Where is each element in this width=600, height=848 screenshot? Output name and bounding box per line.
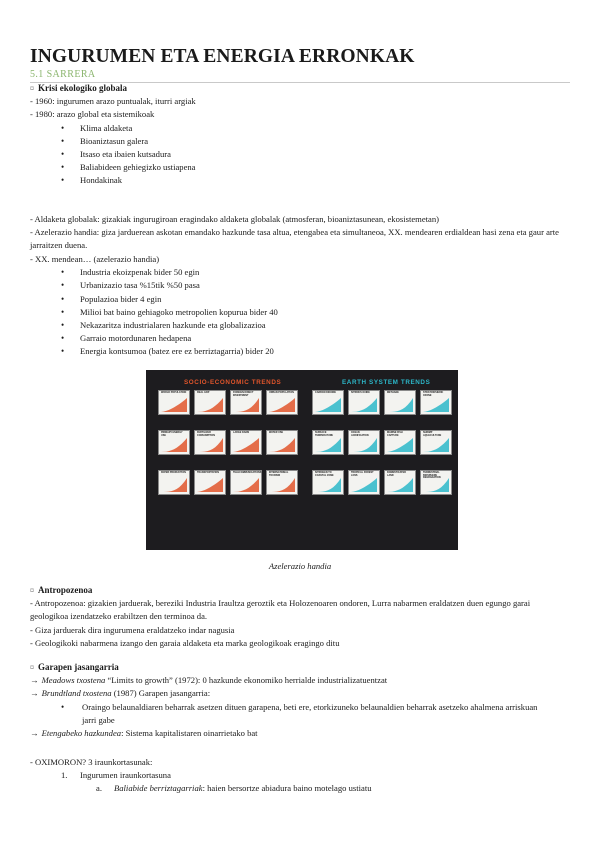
tile-label: FERTILIZER CONSUMPTION (197, 431, 215, 437)
section-marker-icon: ¤ (30, 586, 34, 595)
trend-curve-icon (231, 431, 261, 454)
antropozenoa-heading: ¤ Antropozenoa (30, 585, 93, 595)
trend-curve-icon (231, 471, 261, 494)
tile-label: NITROUS OXIDE (351, 391, 370, 394)
trend-curve-icon (421, 431, 451, 454)
trend-curve-icon (267, 391, 297, 414)
trend-curve-icon (195, 391, 225, 414)
meadows-line: → Meadows txostena “Limits to growth” (1972): 0 hazkunde ekonomiko herrialde industrializatuentzat (30, 675, 388, 686)
list-item: • Baliabideen gehiegizko ustiapena (30, 161, 570, 174)
tile-label: NITROGEN TO COASTAL ZONE (315, 471, 334, 477)
list-item: • Garraio motordunaren hedapena (30, 332, 570, 345)
item-letter: a. (96, 783, 102, 794)
tile-label: PRIMARY ENERGY USE (161, 431, 183, 437)
tile-label: FOREIGN DIRECT INVESTMENT (233, 391, 254, 397)
socio-economic-tile (266, 390, 298, 415)
tile-label: URBAN POPULATION (269, 391, 294, 394)
tile-label: SHRIMP AQUACULTURE (423, 431, 442, 437)
tile-label: PAPER PRODUCTION (161, 471, 186, 474)
trend-curve-icon (231, 391, 261, 414)
antropozenoa-line-3: - Geologikoki nabarmena izango den garaia aldaketa eta marka geologikoak eragingo ditu (30, 637, 340, 648)
trend-curve-icon (159, 391, 189, 414)
tile-label: MARINE FISH CAPTURE (387, 431, 403, 437)
krisi-line-1960: - 1960: ingurumen arazo puntualak, iturri argiak (30, 96, 196, 107)
socio-economic-title: SOCIO-ECONOMIC TRENDS (184, 379, 282, 386)
socio-economic-tile (194, 430, 226, 455)
tile-label: SURFACE TEMPERATURE (315, 431, 334, 437)
trend-curve-icon (313, 431, 343, 454)
krisi-bullet-list (30, 122, 570, 188)
list-item: • Itsaso eta ibaien kutsadura (30, 148, 570, 161)
tile-label: CARBON DIOXIDE (315, 391, 336, 394)
earth-system-tile (420, 430, 452, 455)
arrow-right-icon: → (30, 675, 39, 686)
oximoron-line: - OXIMORON? 3 iraunkortasunak: (30, 757, 153, 767)
list-item: • Energia kontsumoa (batez ere ez berriztagarria) bider 20 (30, 345, 570, 358)
earth-system-tile (312, 390, 344, 415)
trend-curve-icon (267, 471, 297, 494)
brundtland-line: → Brundtland txostena (1987) Garapen jasangarria: (30, 688, 211, 699)
tile-label: WATER USE (269, 431, 284, 434)
etengabeko-line: → Etengabeko hazkundea: Sistema kapitalistaren oinarrietako bat (30, 728, 258, 739)
trend-curve-icon (349, 431, 379, 454)
trend-curve-icon (421, 471, 451, 494)
xx-mendea-section (30, 253, 570, 359)
figure-caption: Azelerazio handia (268, 561, 332, 571)
socio-economic-tile (194, 390, 226, 415)
krisi-line-1980: - 1980: arazo global eta sistemikoak (30, 109, 155, 120)
numbered-item-1: 1. Ingurumen iraunkortasuna (30, 769, 570, 782)
garapen-section (30, 661, 570, 740)
tile-label: REAL GDP (197, 391, 210, 394)
earth-system-tile (384, 390, 416, 415)
page-title: INGURUMEN ETA ENERGIA ERRONKAK (30, 46, 415, 67)
tile-label: DOMESTICATED LAND (387, 471, 406, 477)
socio-economic-tile (158, 430, 190, 455)
earth-system-title: EARTH SYSTEM TRENDS (342, 379, 431, 386)
list-item: • Klima aldaketa (30, 122, 570, 135)
tile-label: TROPICAL FOREST LOSS (351, 471, 374, 477)
tile-label: LARGE DAMS (233, 431, 250, 434)
tile-label: TRANSPORTATION (197, 471, 219, 474)
krisi-section (30, 82, 570, 188)
socio-economic-tile (158, 470, 190, 495)
earth-system-tile (312, 430, 344, 455)
earth-system-tile (384, 430, 416, 455)
tile-label: INTERNATIONAL TOURISM (269, 471, 289, 477)
trend-curve-icon (159, 471, 189, 494)
item-number: 1. (61, 770, 68, 781)
numbered-item-a: a. Baliabide berriztagarriak: haien bersortze abiadura baino motelago ustiatu (30, 782, 570, 795)
socio-economic-tile (158, 390, 190, 415)
list-item: • Hondakinak (30, 174, 570, 187)
garapen-heading: ¤ Garapen jasangarria (30, 662, 119, 672)
aldaketa-globalak-text: - Aldaketa globalak: gizakiak ingurugiroan eragindako aldaketa globalak (atmosferan, bioaniztasunean, ekosistemetan) (30, 214, 440, 224)
section-subtitle: 5.1 SARRERA (30, 68, 570, 83)
earth-system-tile (348, 430, 380, 455)
antropozenoa-line-2: - Giza jarduerak dira ingurumena eraldatzeko indar nagusia (30, 624, 235, 635)
trend-curve-icon (159, 431, 189, 454)
xx-mendea-line: - XX. mendean… (azelerazio handia) (30, 254, 160, 264)
trend-curve-icon (385, 471, 415, 494)
earth-system-tile (348, 470, 380, 495)
tile-label: STRATOSPHERIC OZONE (423, 391, 444, 397)
list-item: • Oraingo belaunaldiaren beharrak asetzen dituen garapena, beti ere, etorkizuneko belaunaldien beharrak asetzeko ahalmena arriskuan jarri gabe (30, 701, 570, 727)
trend-curve-icon (267, 431, 297, 454)
list-item: • Milioi bat baino gehiagoko metropolien kopurua bider 40 (30, 306, 570, 319)
socio-economic-tile (230, 430, 262, 455)
list-item: • Populazioa bider 4 egin (30, 293, 570, 306)
oximoron-section (30, 756, 570, 796)
trend-curve-icon (385, 431, 415, 454)
trend-curve-icon (421, 391, 451, 414)
tile-label: TERRESTRIAL BIOSPHERE DEGRADATION (423, 471, 441, 480)
antropozenoa-definition: - Antropozenoa: gizakien jarduerak, bereziki Industria Iraultza geroztik eta Holozenoaren ondoren, Lurra nabarmen eraldatzen duen egungo garai geologikoa izendatzeko erabiltzen den terminoa da. (30, 598, 531, 622)
section-marker-icon: ¤ (30, 84, 34, 93)
trend-curve-icon (313, 471, 343, 494)
trend-curve-icon (349, 391, 379, 414)
trend-curve-icon (195, 471, 225, 494)
krisi-heading: ¤ Krisi ekologiko globala (30, 83, 128, 93)
arrow-right-icon: → (30, 728, 39, 739)
arrow-right-icon: → (30, 688, 39, 699)
brundtland-bullet-list (30, 701, 570, 727)
list-item: • Industria ekoizpenak bider 50 egin (30, 266, 570, 279)
tile-label: TELECOMMUNICATIONS (233, 471, 262, 474)
tile-label: OCEAN ACIDIFICATION (351, 431, 369, 437)
trend-curve-icon (385, 391, 415, 414)
earth-system-tile (420, 390, 452, 415)
trend-curve-icon (195, 431, 225, 454)
earth-system-tile (312, 470, 344, 495)
aldaketa-paragraphs (30, 213, 570, 253)
tile-label: WORLD POPULATION (161, 391, 187, 394)
socio-economic-tile (266, 470, 298, 495)
trend-curve-icon (313, 391, 343, 414)
list-item: • Bioaniztasun galera (30, 135, 570, 148)
earth-system-tile (384, 470, 416, 495)
antropozenoa-section (30, 584, 570, 650)
socio-economic-tile (230, 470, 262, 495)
socio-economic-tile (194, 470, 226, 495)
section-marker-icon: ¤ (30, 663, 34, 672)
earth-system-tile (348, 390, 380, 415)
socio-economic-tile (230, 390, 262, 415)
tile-label: METHANE (387, 391, 399, 394)
socio-economic-tile (266, 430, 298, 455)
earth-system-tile (420, 470, 452, 495)
azelerazio-handia-text: - Azelerazio handia: giza jarduerean askotan emandako hazkunde tasa altua, etengabea eta simultaneoa, XX. mendearen erdialdean hasi zena eta gaur arte jarraitzen duena. (30, 227, 559, 251)
list-item: • Nekazaritza industrialaren hazkunde eta globalizazioa (30, 319, 570, 332)
xx-bullet-list (30, 266, 570, 358)
list-item: • Urbanizazio tasa %15tik %50 pasa (30, 279, 570, 292)
great-acceleration-figure (146, 370, 458, 550)
trend-curve-icon (349, 471, 379, 494)
